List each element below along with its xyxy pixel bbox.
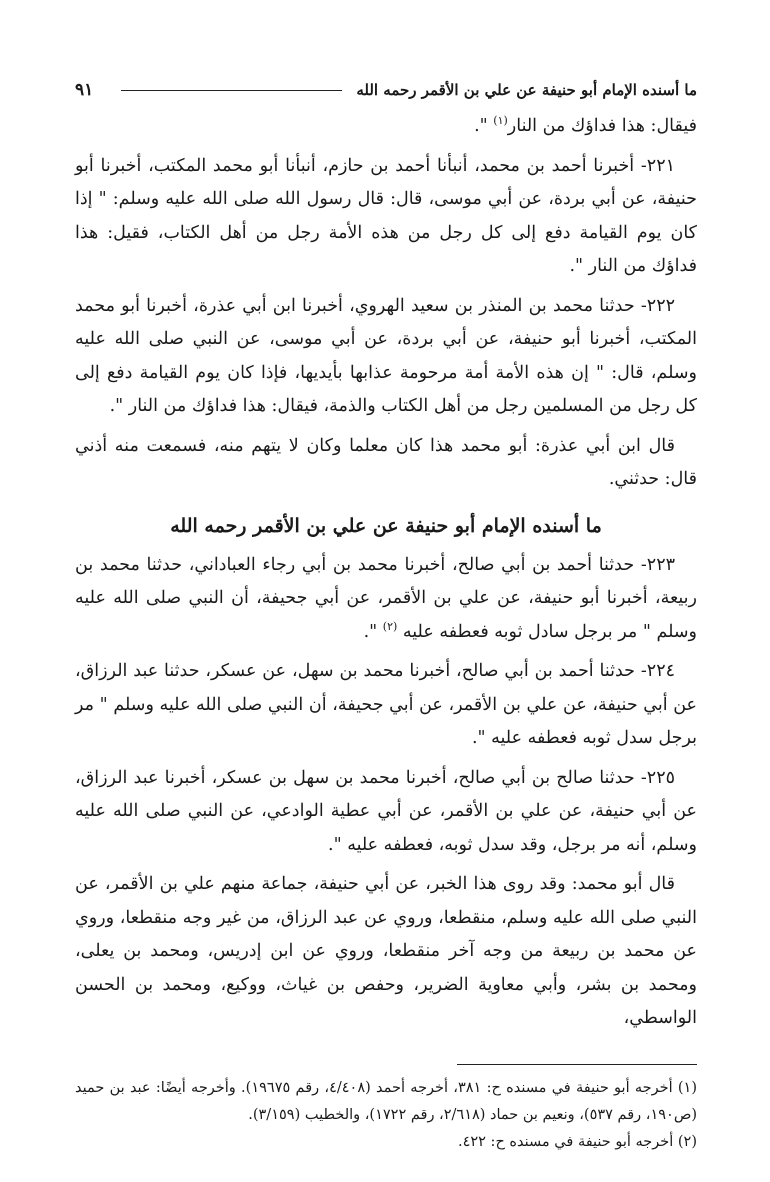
running-title: ما أسنده الإمام أبو حنيفة عن علي بن الأقمر رحمه الله (356, 81, 697, 99)
hadith-222: ٢٢٢- حدثنا محمد بن المنذر بن سعيد الهروي، أخبرنا ابن أبي عذرة، أخبرنا أبو محمد المكتب، أخبرنا أبو حنيفة، عن أبي بردة، عن أبي موسى، عن النبي صلى الله عليه وسلم، قال: " إن هذه الأمة أمة مرحومة عذابها بأيديها، فإذا كان يوم القيامة دفع إلى كل رجل من المسلمين رجل من أهل الكتاب والذمة، فيقال: هذا فداؤك من النار ". (75, 295, 697, 416)
footnote-1: (١) أخرجه أبو حنيفة في مسنده ح: ٣٨١، أخرجه أحمد (٤/٤٠٨، رقم ١٩٦٧٥). وأخرجه أيضًا: عبد بن حميد (ص١٩٠، رقم ٥٣٧)، ونعيم بن حماد (٢/٦١٨، رقم ١٧٢٢)، والخطيب (٣/١٥٩). (75, 1079, 698, 1123)
hadith-223-text: ٢٢٣- حدثنا أحمد بن أبي صالح، أخبرنا محمد بن أبي رجاء العباداني، حدثنا محمد بن ربيعة، أخبرنا أبو حنيفة، عن علي بن الأقمر، عن أبي جحيفة، أن النبي صلى الله عليه وسلم " مر برجل سادل ثوبه فعطفه عليه (75, 554, 697, 642)
continued-end: ". (474, 116, 488, 136)
section-heading: ما أسنده الإمام أبو حنيفة عن علي بن الأقمر رحمه الله (170, 514, 602, 537)
footnote-ref-2: (٢) (382, 619, 398, 633)
hadith-223 (75, 549, 697, 650)
hadith-223-end: ". (363, 621, 378, 642)
page-number: ٩١ (75, 80, 94, 100)
book-page (75, 70, 697, 1156)
footnote-ref-1: (١) (493, 114, 508, 128)
hadith-222-note: قال ابن أبي عذرة: أبو محمد هذا كان معلما وكان لا يتهم منه، فسمعت منه أذني قال: حدثني. (75, 435, 697, 489)
continued-paragraph (75, 110, 697, 144)
footnote-2: (٢) أخرجه أبو حنيفة في مسنده ح: ٤٢٢. (457, 1133, 697, 1150)
running-header (75, 70, 697, 110)
continued-text: فيقال: هذا فداؤك من النار (507, 116, 697, 136)
header-rule (121, 90, 342, 91)
hadith-225: ٢٢٥- حدثنا صالح بن أبي صالح، أخبرنا محمد بن سهل بن عسكر، أخبرنا عبد الرزاق، عن أبي حنيفة، عن علي بن الأقمر، عن أبي عطية الوادعي، عن النبي صلى الله عليه وسلم، أنه مر برجل، وقد سدل ثوبه، فعطفه عليه ". (75, 767, 697, 855)
closing-paragraph: قال أبو محمد: وقد روى هذا الخبر، عن أبي حنيفة، جماعة منهم علي بن الأقمر، عن النبي صلى الله عليه وسلم، منقطعا، وروي عن عبد الرزاق، من غير وجه منقطعا، وروي عن محمد بن ربيعة من وجه آخر منقطعا، وروي عن ابن إدريس، ومحمد بن يعلى، ومحمد بن بشر، وأبي معاوية الضرير، وحفص بن غياث، ووكيع، ومحمد بن الحسن الواسطي، (75, 874, 697, 1028)
hadith-221: ٢٢١- أخبرنا أحمد بن محمد، أنبأنا أحمد بن حازم، أنبأنا أبو محمد المكتب، أخبرنا أبو حنيفة، عن أبي بردة، عن أبي موسى، قال: قال رسول الله صلى الله عليه وسلم: " إذا كان يوم القيامة دفع إلى كل رجل من هذه الأمة رجل من أهل الكتاب، فقيل: هذا فداؤك من النار ". (75, 155, 697, 276)
footnote-rule (457, 1064, 697, 1065)
hadith-224: ٢٢٤- حدثنا أحمد بن أبي صالح، أخبرنا محمد بن سهل، عن عسكر، حدثنا عبد الرزاق، عن أبي حنيفة، عن علي بن الأقمر، عن أبي جحيفة، أن النبي صلى الله عليه وسلم " مر برجل سدل ثوبه فعطفه عليه ". (75, 661, 697, 748)
